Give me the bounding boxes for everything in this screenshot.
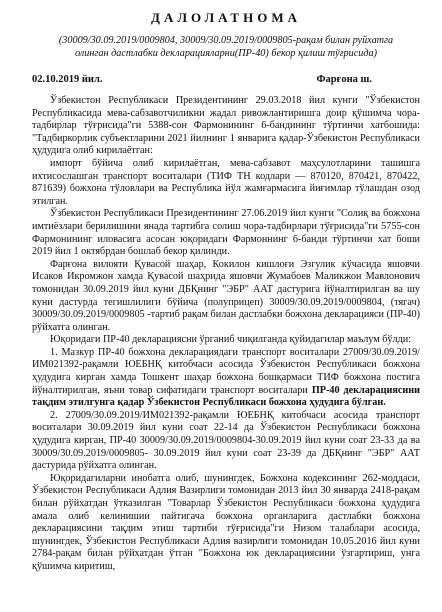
paragraph-6-text: 1. Мазкур ПР-40 божхона декларациядаги транспорт воситалари 27009/30.09.2019/ИМ021392-рақамли ЮЕБНҚ китобчаси асосида Ўзбекистон Республикаси божхона ҳудудига кирган хамда Тошкент шаҳар божхона бошқармаси ТИФ божхона постига йўналтирилган, яъни товар сифатидаги транспорт воситалари	[32, 346, 420, 396]
paragraph-7: 2. 27009/30.09.2019/ИМ021392-рақамли ЮЕБНҚ китобчаси асосида транспорт воситалари 30.09.2019 йил куни соат 22-14 да Ўзбекистон Республикаси божхона ҳудудига кирган, ПР-40 30009/30.09.2019/0009804-30.09.2019 йил куни соат 23-33 да ва 30009/30.09.2019/0009805- 30.09.2019 йил куни соат 23-39 да ДБҚнинг "ЭБР" ААТ дастурида рўйхатга олинган.	[32, 409, 420, 472]
document-place: Фарғона ш.	[316, 74, 372, 85]
paragraph-6	[32, 347, 420, 410]
paragraph-6-bold: ПР-40 декларациясини тақдим этилгунга қадар Ўзбекистон Республикаси божхона ҳудудига бўлган.	[32, 384, 420, 409]
paragraph-3: Ўзбекистон Республикаси Президентининг 27.06.2019 йил кунги "Солиқ ва божхона имтиёзлари берилишини янада тартибга солиш чора-тадбирлари тўғрисида"ги 5755-сон Фармонининг иловасига асосан юқоридаги Фармоннинг 6-банди тўртинчи хат боши 2019 йил 1 октябрдан бошлаб бекор қилинди.	[32, 208, 420, 258]
document-date: 02.10.2019 йил.	[32, 74, 103, 85]
paragraph-5: Юқоридаги ПР-40 декларациясни ўрганиб чиқилганда қуйидагилар маълум бўлди:	[50, 334, 412, 346]
paragraph-4: Фарғона вилояти Қувасой шаҳар, Кокилон кишлоғи Эзгулик кўчасида яшовчи Исаков Икромжон хамда Қувасой шаҳрида яшовчи Жумабоев Маликжон Мавлонович томонидан 30.09.2019 йил куни ДБҚнинг "ЭБР" ААТ дастурига йўналтирилган ва шу куни дастурда тегишлилиги бўйича (полуприцеп) 30009/30.09.2019/0009804, (тягач) 30009/30.09.2019/0009805 -тартиб рақам билан дастлабки божхона декларацияси (ПР-40) рўйхатга олинган.	[32, 258, 420, 333]
paragraph-8: Юқоридагиларни инобатга олиб, шунингдек, Божхона кодексининг 262-моддаси, Ўзбекистон Республикаси Адлия Вазирлиги томонидан 2013 йил 30 январда 2418-рақам билан рўйхатдан ўтказилган "Товарлар Ўзбекистон Республикаси божхона ҳудудига амала олиб келинишии пайтигача божхона органларига дастлабки божхона декларациясини тақдим этиш тартиби тўғрисида"ги Низом талаблари асосида, шунингдек, Ўзбекистон Республикаси Адлия вазирлиги томонидан 10.05.2016 йил куни 2784-рақам билан рўйхатдан ўтган "Божхона юк декларациясини ўзгартириш, унга қўшимча киритиш,	[32, 472, 420, 572]
document-title: ДАЛОЛАТНОМА	[151, 10, 301, 25]
date-place-row	[32, 74, 420, 85]
document-subtitle	[32, 34, 420, 60]
paragraph-1: Ўзбекистон Республикаси Президентининг 29.03.2018 йил кунги "Ўзбекистон Республикасида мева-сабзавотчиликни жадал ривожлантиришга доир қўшимча чора-тадбирлар тўғрисида"ги 5388-сон Фармонининг 6-бандининг тўртинчи хатбошида: "Тадбиркорлик субъектларини 2021 йилнинг 1 январига қадар-Ўзбекистон Республикаси ҳудудига олиб кирилаётган:	[32, 95, 420, 157]
subtitle-line-1: (30009/30.09.2019/0009804, 30009/30.09.2019/0009805-рақам билан руйхатга	[58, 35, 394, 46]
paragraph-2: импорт бўйича олиб кирилаётган, мева-сабзавот маҳсулотларини ташишга ихтисослашган транспорт воситалари (ТИФ ТН кодлари — 870120, 870421, 870422, 871639) божхона тўловлари ва Республика йўл жамғармасига йиғимлар тўлашдан озод этилган.	[32, 157, 420, 207]
subtitle-line-2: олинган дастлабки декларацияларни(ПР-40) бекор қилиш тўғрисида)	[74, 48, 378, 59]
